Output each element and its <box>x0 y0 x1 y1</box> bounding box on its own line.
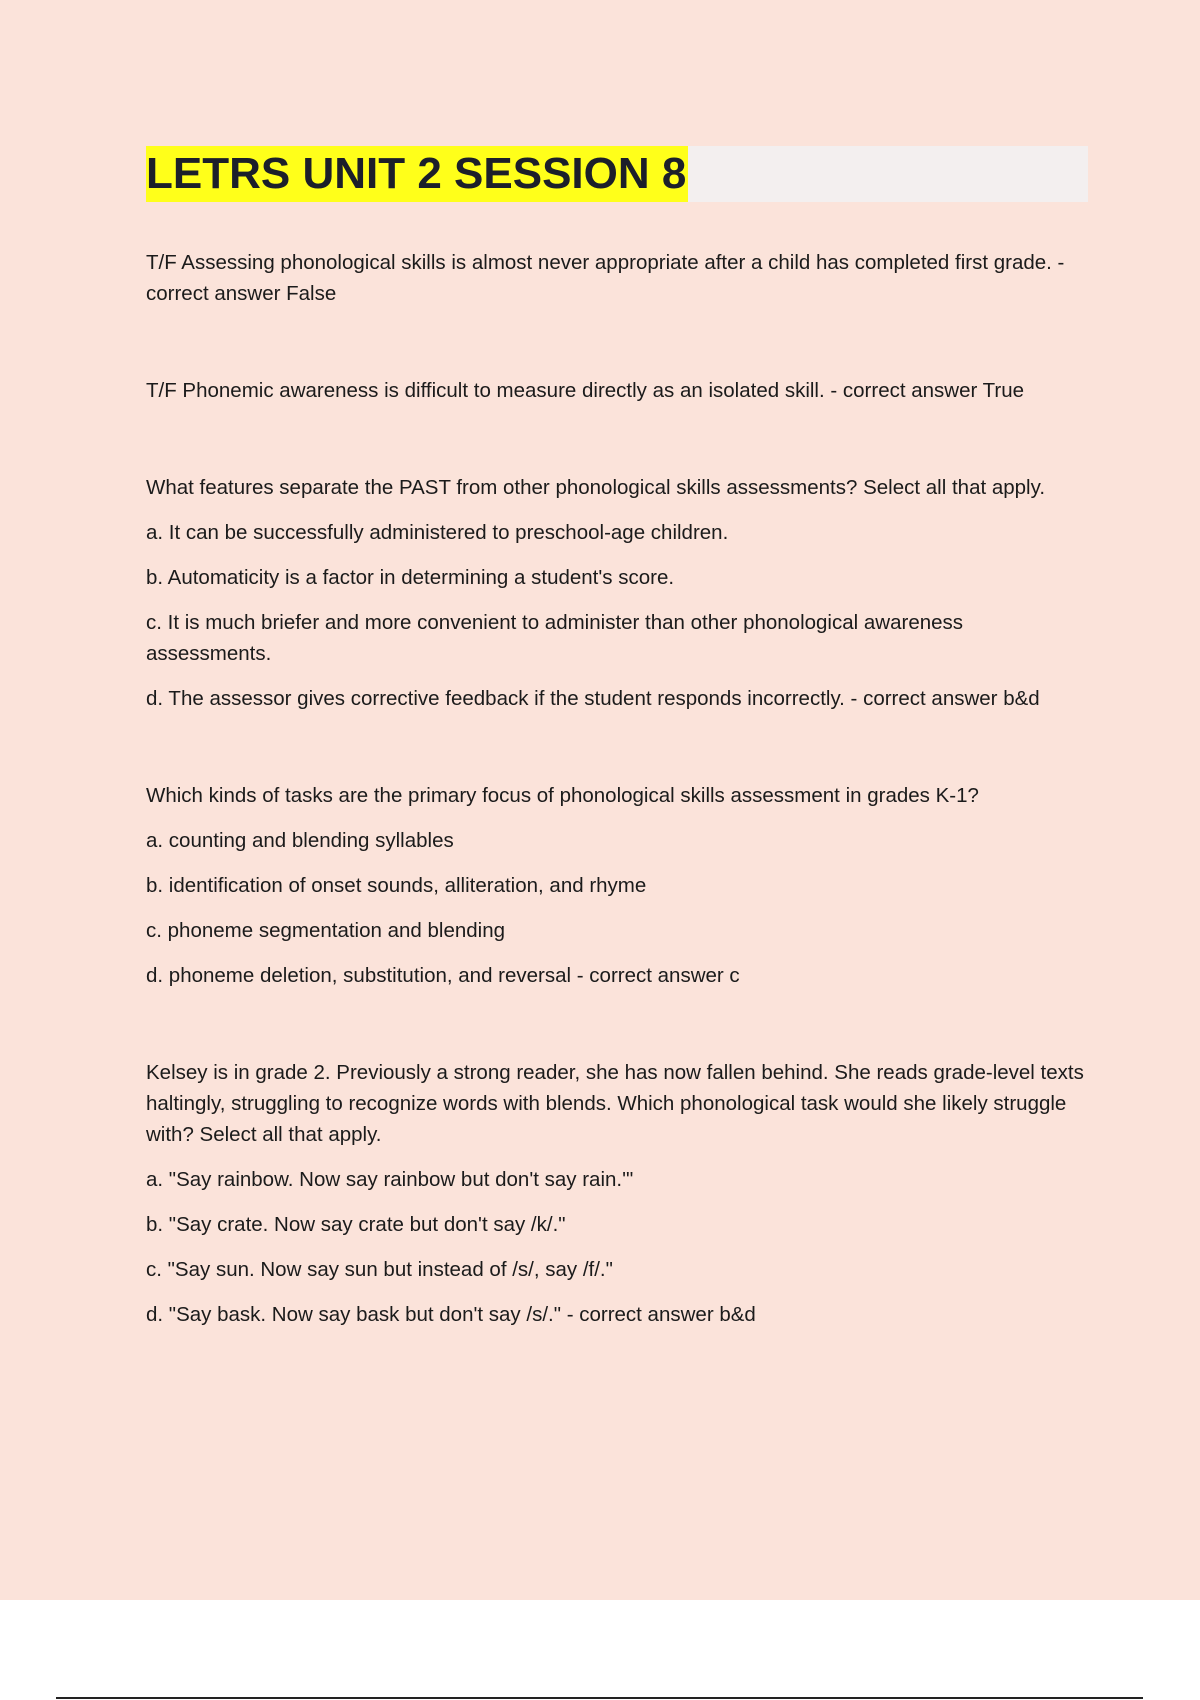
question-text: T/F Assessing phonological skills is almost never appropriate after a child has completed first grade. - correct answer False <box>146 251 1065 305</box>
answer-option-d: d. phoneme deletion, substitution, and reversal - correct answer c <box>146 964 740 987</box>
answer-option-a: a. It can be successfully administered to preschool-age children. <box>146 521 729 544</box>
question-text: T/F Phonemic awareness is difficult to measure directly as an isolated skill. - correct answer True <box>146 379 1025 402</box>
answer-option-b: b. Automaticity is a factor in determining a student's score. <box>146 566 675 589</box>
answer-option-a: a. counting and blending syllables <box>146 829 454 852</box>
question-text: Kelsey is in grade 2. Previously a strong reader, she has now fallen behind. She reads grade-level texts haltingly, struggling to recognize words with blends. Which phonological task would she likely struggle with? Select all that apply. <box>146 1061 1084 1146</box>
answer-option-a: a. "Say rainbow. Now say rainbow but don't say rain.'" <box>146 1168 634 1191</box>
question-text: What features separate the PAST from other phonological skills assessments? Select all that apply. <box>146 476 1046 499</box>
answer-option-b: b. "Say crate. Now say crate but don't say /k/." <box>146 1213 566 1236</box>
answer-option-d: d. "Say bask. Now say bask but don't say /s/." - correct answer b&d <box>146 1303 756 1326</box>
question-1 <box>146 247 1091 309</box>
question-4 <box>146 780 1091 991</box>
question-3 <box>146 472 1091 714</box>
answer-option-b: b. identification of onset sounds, alliteration, and rhyme <box>146 874 647 897</box>
answer-option-d: d. The assessor gives corrective feedback if the student responds incorrectly. - correct answer b&d <box>146 687 1040 710</box>
question-list <box>146 247 1091 1396</box>
footer-divider <box>56 1697 1143 1699</box>
document-title: LETRS UNIT 2 SESSION 8 <box>146 146 688 202</box>
answer-option-c: c. phoneme segmentation and blending <box>146 919 506 942</box>
question-2 <box>146 375 1091 406</box>
question-5 <box>146 1057 1091 1330</box>
question-text: Which kinds of tasks are the primary focus of phonological skills assessment in grades K-1? <box>146 784 979 807</box>
answer-option-c: c. It is much briefer and more convenient to administer than other phonological awareness assessments. <box>146 611 964 665</box>
answer-option-c: c. "Say sun. Now say sun but instead of /s/, say /f/." <box>146 1258 613 1281</box>
